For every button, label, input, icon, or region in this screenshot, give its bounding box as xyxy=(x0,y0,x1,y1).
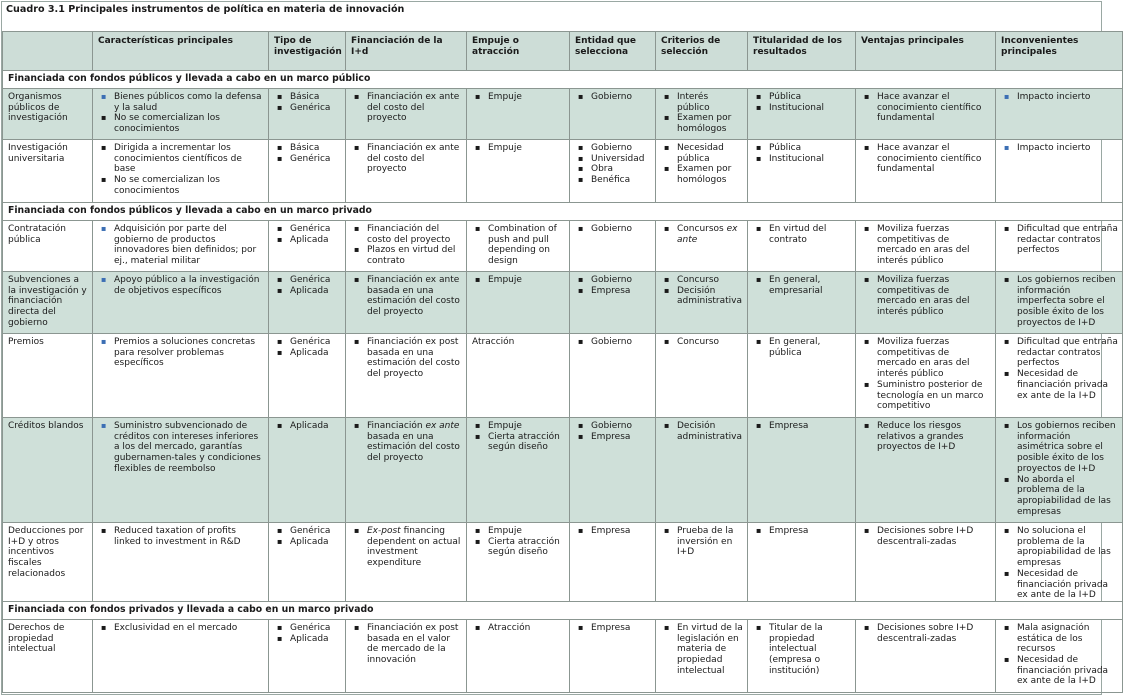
list-item: ▪ Moviliza fuerzas competitivas de mercado en aras del interés público xyxy=(861,275,991,318)
row-name: Contratación pública xyxy=(3,221,93,272)
criterio-emphasis: ex ante xyxy=(677,224,738,245)
list-item: ▪ Gobierno xyxy=(575,421,651,432)
list-item: ▪ Gobierno xyxy=(575,143,651,154)
list-item: ▪ Financiación ex ante del costo del proyecto xyxy=(351,92,462,124)
list-item: ▪ Universidad xyxy=(575,154,651,165)
cell-caracteristicas xyxy=(93,140,269,203)
section-row xyxy=(3,601,1123,619)
header-titularidad: Titularidad de los resultados xyxy=(748,32,856,71)
list-item: ▪ Concurso xyxy=(661,275,743,286)
cell-caracteristicas xyxy=(93,89,269,140)
list-item: ▪ Empuje xyxy=(472,143,565,154)
list-item: ▪ Decisión administrativa xyxy=(661,286,743,307)
list-item: ▪ Gobierno xyxy=(575,224,651,235)
cell-caracteristicas xyxy=(93,334,269,418)
list-item: ▪ Institucional xyxy=(753,154,851,165)
list-item: ▪ En general, pública xyxy=(753,337,851,358)
table-row xyxy=(3,272,1123,334)
list-item: ▪ Aplicada xyxy=(274,348,341,359)
section-heading: Financiada con fondos públicos y llevada a cabo en un marco privado xyxy=(3,203,1123,221)
cell-inconvenientes xyxy=(996,140,1123,203)
cell-titularidad xyxy=(748,221,856,272)
cell-entidad xyxy=(570,334,656,418)
cell-tipo xyxy=(269,523,346,602)
row-name: Premios xyxy=(3,334,93,418)
list-item: ▪ Titular de la propiedad intelectual (empresa o institución) xyxy=(753,623,851,677)
cell-financiacion xyxy=(346,334,467,418)
cell-financiacion xyxy=(346,140,467,203)
list-item: ▪ No se comercializan los conocimientos xyxy=(98,175,264,196)
list-item: ▪ Empuje xyxy=(472,526,565,537)
list-item: ▪ Empresa xyxy=(575,286,651,297)
header-tipo: Tipo de investigación xyxy=(269,32,346,71)
cell-entidad xyxy=(570,272,656,334)
list-item: ▪ Decisiones sobre I+D descentrali-zadas xyxy=(861,623,991,644)
table-row xyxy=(3,89,1123,140)
cell-empuje xyxy=(467,418,570,523)
list-item: ▪ Básica xyxy=(274,143,341,154)
header-inconvenientes: Inconvenientes principales xyxy=(996,32,1123,71)
header-blank xyxy=(3,32,93,71)
list-item: ▪ Genérica xyxy=(274,526,341,537)
cell-inconvenientes xyxy=(996,89,1123,140)
financiacion-text: basada en una estimación del costo del proyecto xyxy=(367,431,460,464)
cell-empuje xyxy=(467,140,570,203)
cell-empuje xyxy=(467,221,570,272)
list-item: ▪ Suministro subvencionado de créditos con intereses inferiores a los del mercado, garantías gubernamen-tales y condiciones flexibles de reembolso xyxy=(98,421,264,475)
cell-tipo xyxy=(269,418,346,523)
list-item: ▪ Gobierno xyxy=(575,337,651,348)
cell-inconvenientes xyxy=(996,523,1123,602)
cell-empuje xyxy=(467,272,570,334)
cell-financiacion xyxy=(346,89,467,140)
list-item: ▪ Suministro posterior de tecnología en un marco competitivo xyxy=(861,380,991,412)
row-name: Subvenciones a la investigación y financiación directa del gobierno xyxy=(3,272,93,334)
row-name: Organismos públicos de investigación xyxy=(3,89,93,140)
cell-entidad xyxy=(570,221,656,272)
list-item: ▪ Interés público xyxy=(661,92,743,113)
header-caracteristicas: Características principales xyxy=(93,32,269,71)
list-item: ▪ Impacto incierto xyxy=(1001,143,1118,154)
list-item: ▪ Necesidad de financiación privada ex ante de la I+D xyxy=(1001,369,1118,401)
cell-entidad xyxy=(570,418,656,523)
list-item: ▪ En virtud del contrato xyxy=(753,224,851,245)
list-item: ▪ Benéfica xyxy=(575,175,651,186)
list-item: ▪ Genérica xyxy=(274,337,341,348)
list-item: ▪ No soluciona el problema de la apropiabilidad de las empresas xyxy=(1001,526,1118,569)
list-item: ▪ No aborda el problema de la apropiabilidad de las empresas xyxy=(1001,475,1118,518)
list-item: ▪ Moviliza fuerzas competitivas de mercado en aras del interés público xyxy=(861,337,991,380)
cell-caracteristicas xyxy=(93,221,269,272)
cell-ventajas xyxy=(856,523,996,602)
list-item: ▪ Examen por homólogos xyxy=(661,113,743,134)
cell-inconvenientes xyxy=(996,334,1123,418)
header-criterios: Criterios de selección xyxy=(656,32,748,71)
cell-titularidad xyxy=(748,334,856,418)
list-item: ▪ Dificultad que entraña redactar contratos perfectos xyxy=(1001,224,1118,256)
list-item: ▪ Aplicada xyxy=(274,537,341,548)
list-item: ▪ Aplicada xyxy=(274,421,341,432)
list-item: ▪ En virtud de la legislación en materia de propiedad intelectual xyxy=(661,623,743,677)
list-item: ▪ Combination of push and pull depending on design xyxy=(472,224,565,267)
cell-ventajas xyxy=(856,89,996,140)
cell-titularidad xyxy=(748,619,856,692)
cell-entidad xyxy=(570,89,656,140)
list-item: ▪ Institucional xyxy=(753,103,851,114)
cell-ventajas xyxy=(856,418,996,523)
header-empuje: Empuje o atracción xyxy=(467,32,570,71)
list-item: ▪ Pública xyxy=(753,92,851,103)
list-item: ▪ Atracción xyxy=(472,623,565,634)
list-item: ▪ Aplicada xyxy=(274,286,341,297)
table-title: Cuadro 3.1 Principales instrumentos de política en materia de innovación xyxy=(6,4,405,15)
cell-criterios xyxy=(656,272,748,334)
list-item: ▪ Exclusividad en el mercado xyxy=(98,623,264,634)
cell-criterios xyxy=(656,523,748,602)
list-item: ▪ Decisión administrativa xyxy=(661,421,743,442)
list-item: ▪ Plazos en virtud del contrato xyxy=(351,245,462,266)
cell-criterios xyxy=(656,334,748,418)
cell-titularidad xyxy=(748,418,856,523)
table-row xyxy=(3,221,1123,272)
cell-entidad xyxy=(570,619,656,692)
table-row xyxy=(3,523,1123,602)
list-item: ▪ Los gobiernos reciben información imperfecta sobre el posible éxito de los proyectos de I+D xyxy=(1001,275,1118,329)
cell-empuje xyxy=(467,619,570,692)
table-row xyxy=(3,140,1123,203)
header-entidad: Entidad que selecciona xyxy=(570,32,656,71)
cell-financiacion xyxy=(346,619,467,692)
list-item: ▪ Financiación ex ante basada en una estimación del costo del proyecto xyxy=(351,275,462,318)
cell-criterios xyxy=(656,89,748,140)
section-heading: Financiada con fondos privados y llevada a cabo en un marco privado xyxy=(3,601,1123,619)
cell-caracteristicas xyxy=(93,418,269,523)
cell-tipo xyxy=(269,272,346,334)
cell-entidad xyxy=(570,140,656,203)
list-item: ▪ Obra xyxy=(575,164,651,175)
cell-ventajas xyxy=(856,334,996,418)
table-row xyxy=(3,619,1123,692)
cell-tipo xyxy=(269,221,346,272)
list-item: ▪ Empresa xyxy=(575,526,651,537)
cell-inconvenientes xyxy=(996,272,1123,334)
list-item xyxy=(351,526,462,569)
cell-ventajas xyxy=(856,221,996,272)
cell-tipo xyxy=(269,89,346,140)
table-row xyxy=(3,418,1123,523)
cell-ventajas xyxy=(856,619,996,692)
list-item: ▪ Apoyo público a la investigación de objetivos específicos xyxy=(98,275,264,296)
list-item: ▪ Genérica xyxy=(274,103,341,114)
cell-financiacion xyxy=(346,523,467,602)
cell-caracteristicas xyxy=(93,619,269,692)
list-item: ▪ Adquisición por parte del gobierno de productos innovadores bien definidos; por ej., material militar xyxy=(98,224,264,267)
list-item: ▪ Aplicada xyxy=(274,235,341,246)
section-heading: Financiada con fondos públicos y llevada a cabo en un marco público xyxy=(3,71,1123,89)
list-item: ▪ Empresa xyxy=(575,623,651,634)
cell-titularidad xyxy=(748,140,856,203)
row-name: Créditos blandos xyxy=(3,418,93,523)
cell-criterios xyxy=(656,418,748,523)
list-item: ▪ Genérica xyxy=(274,224,341,235)
header-financiacion: Financiación de la I+d xyxy=(346,32,467,71)
cell-ventajas xyxy=(856,140,996,203)
list-item: ▪ Gobierno xyxy=(575,275,651,286)
list-item: ▪ Empuje xyxy=(472,92,565,103)
list-item: ▪ Dificultad que entraña redactar contratos perfectos xyxy=(1001,337,1118,369)
cell-empuje xyxy=(467,89,570,140)
list-item: ▪ En general, empresarial xyxy=(753,275,851,296)
list-item: ▪ Financiación ex ante del costo del proyecto xyxy=(351,143,462,175)
list-item: ▪ Financiación ex post basada en el valor de mercado de la innovación xyxy=(351,623,462,666)
list-item: ▪ Hace avanzar el conocimiento científico fundamental xyxy=(861,92,991,124)
row-name: Deducciones por I+D y otros incentivos fiscales relacionados xyxy=(3,523,93,602)
list-item: ▪ Prueba de la inversión en I+D xyxy=(661,526,743,558)
list-item: ▪ Pública xyxy=(753,143,851,154)
list-item: ▪ Examen por homólogos xyxy=(661,164,743,185)
cell-caracteristicas xyxy=(93,272,269,334)
list-item: ▪ Cierta atracción según diseño xyxy=(472,537,565,558)
cell-titularidad xyxy=(748,523,856,602)
cell-criterios xyxy=(656,221,748,272)
list-item xyxy=(351,421,462,464)
cell-financiacion xyxy=(346,272,467,334)
list-item: ▪ Financiación ex post basada en una estimación del costo del proyecto xyxy=(351,337,462,380)
cell-criterios xyxy=(656,619,748,692)
cell-inconvenientes xyxy=(996,221,1123,272)
header-row xyxy=(3,32,1123,71)
list-item: ▪ Bienes públicos como la defensa y la salud xyxy=(98,92,264,113)
list-item: ▪ Genérica xyxy=(274,623,341,634)
cell-empuje: Atracción xyxy=(467,334,570,418)
list-item: ▪ Cierta atracción según diseño xyxy=(472,432,565,453)
list-item: ▪ Los gobiernos reciben información asimétrica sobre el posible éxito de los proyectos de I+D xyxy=(1001,421,1118,475)
list-item xyxy=(661,224,743,245)
list-item: ▪ Necesidad de financiación privada ex ante de la I+D xyxy=(1001,569,1118,601)
list-item: ▪ No se comercializan los conocimientos xyxy=(98,113,264,134)
list-item: ▪ Empresa xyxy=(753,526,851,537)
list-item: ▪ Básica xyxy=(274,92,341,103)
list-item: ▪ Premios a soluciones concretas para resolver problemas específicos xyxy=(98,337,264,369)
cell-titularidad xyxy=(748,89,856,140)
financiacion-text: financing dependent on actual investment expenditure xyxy=(367,526,461,569)
cell-inconvenientes xyxy=(996,619,1123,692)
cell-empuje xyxy=(467,523,570,602)
list-item: ▪ Dirigida a incrementar los conocimientos científicos de base xyxy=(98,143,264,175)
cell-tipo xyxy=(269,140,346,203)
list-item: ▪ Genérica xyxy=(274,154,341,165)
financiacion-emphasis: ex ante xyxy=(425,421,460,431)
cell-tipo xyxy=(269,334,346,418)
cell-criterios xyxy=(656,140,748,203)
list-item: ▪ Impacto incierto xyxy=(1001,92,1118,103)
cell-inconvenientes xyxy=(996,418,1123,523)
list-item: ▪ Empuje xyxy=(472,421,565,432)
row-name: Derechos de propiedad intelectual xyxy=(3,619,93,692)
list-item: ▪ Reduced taxation of profits linked to investment in R&D xyxy=(98,526,264,547)
list-item: ▪ Hace avanzar el conocimiento científico fundamental xyxy=(861,143,991,175)
financiacion-emphasis: Ex-post xyxy=(367,526,401,536)
list-item: ▪ Reduce los riesgos relativos a grandes proyectos de I+D xyxy=(861,421,991,453)
list-item: ▪ Aplicada xyxy=(274,634,341,645)
list-item: ▪ Empresa xyxy=(575,432,651,443)
list-item: ▪ Financiación del costo del proyecto xyxy=(351,224,462,245)
list-item: ▪ Gobierno xyxy=(575,92,651,103)
list-item: ▪ Empresa xyxy=(753,421,851,432)
list-item: ▪ Mala asignación estática de los recursos xyxy=(1001,623,1118,655)
list-item: ▪ Necesidad de financiación privada ex ante de la I+D xyxy=(1001,655,1118,687)
cell-financiacion xyxy=(346,418,467,523)
table-row xyxy=(3,334,1123,418)
list-item: ▪ Empuje xyxy=(472,275,565,286)
policy-instruments-table xyxy=(2,31,1123,693)
list-item: ▪ Necesidad pública xyxy=(661,143,743,164)
criterio-text: Concursos xyxy=(677,224,727,234)
cell-tipo xyxy=(269,619,346,692)
cell-financiacion xyxy=(346,221,467,272)
financiacion-text: Financiación xyxy=(367,421,426,431)
cell-ventajas xyxy=(856,272,996,334)
row-name: Investigación universitaria xyxy=(3,140,93,203)
list-item: ▪ Decisiones sobre I+D descentrali-zadas xyxy=(861,526,991,547)
section-row xyxy=(3,71,1123,89)
section-row xyxy=(3,203,1123,221)
list-item: ▪ Moviliza fuerzas competitivas de mercado en aras del interés público xyxy=(861,224,991,267)
header-ventajas: Ventajas principales xyxy=(856,32,996,71)
cell-titularidad xyxy=(748,272,856,334)
cell-caracteristicas xyxy=(93,523,269,602)
cell-entidad xyxy=(570,523,656,602)
list-item: ▪ Genérica xyxy=(274,275,341,286)
list-item: ▪ Concurso xyxy=(661,337,743,348)
